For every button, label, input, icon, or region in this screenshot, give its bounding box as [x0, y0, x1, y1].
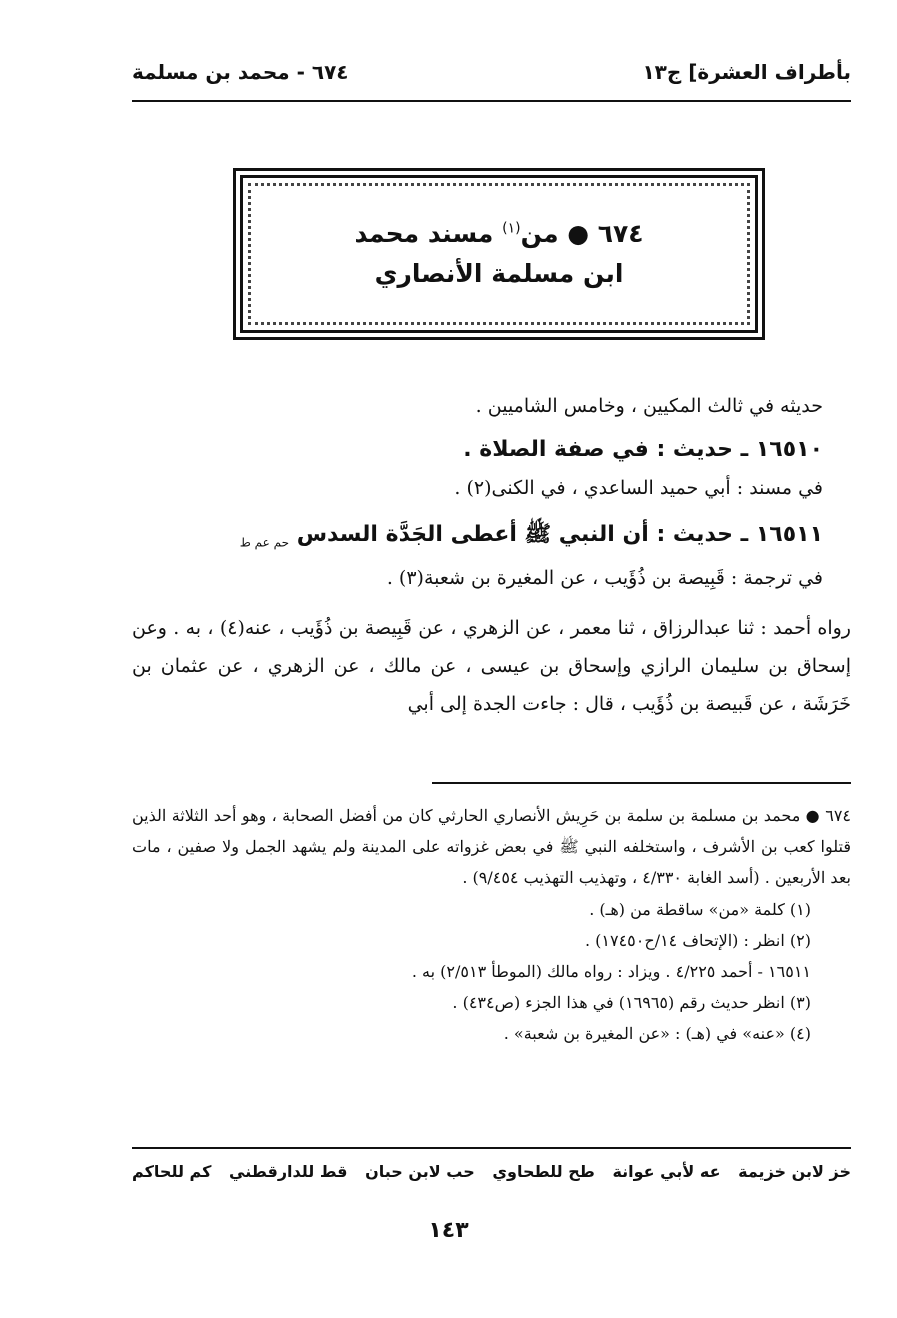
hadith-16511-text: رواه أحمد : ثنا عبدالرزاق ، ثنا معمر ، عن الزهري ، عن قَبِيصة بن ذُؤَيب ، عنه(٤) ، به . وعن إسحاق بن سليمان الرازي وإسحاق بن عيسى ، عن مالك ، عن الزهري ، عن عثمان بن خَرَشَة ، عن قَبيصة بن ذُؤَيب ، قال : جاءت الجدة إلى أبي: [132, 616, 851, 715]
footnote-biography: ٦٧٤ ● محمد بن مسلمة بن سلمة بن حَرِيش الأنصاري الحارثي كان من أفضل الصحابة ، وهو أحد الثلاثة الذين قتلوا كعب بن الأشرف ، واستخلفه النبي ﷺ في بعض غزواته على المدينة ولم يشهد الجمل ولا صفين ، مات بعد الأربعين . (أسد الغابة ٤/٣٣٠ ، وتهذيب التهذيب ٩/٤٥٤) .: [132, 806, 851, 888]
footnote-3: (٣) انظر حديث رقم (١٦٩٦٥) في هذا الجزء (ص٤٣٤) .: [452, 993, 811, 1013]
source-symbols: حم عم ط: [239, 534, 290, 549]
title-line-1: [354, 214, 643, 254]
hadith-16510-location: في مسند : أبي حميد الساعدي ، في الكنى(٢) .: [454, 477, 823, 500]
page-number: ١٤٣: [428, 1218, 469, 1243]
title-line-2: ابن مسلمة الأنصاري: [374, 259, 624, 288]
hadith-16511-title: ١٦٥١١ ـ حديث : أن النبي ﷺ أعطى الجَدَّة السدس: [296, 521, 823, 547]
running-header: [132, 52, 851, 92]
sigla-divider: [132, 1147, 851, 1149]
title-line-1-start: ٦٧٤ ● من: [520, 219, 644, 248]
header-divider: [132, 100, 851, 102]
sigla-item: عه لأبي عوانة: [612, 1162, 721, 1181]
footnote-divider: [432, 782, 851, 784]
title-footnote-mark: (١): [502, 220, 521, 237]
header-section-title: ٦٧٤ - محمد بن مسلمة: [132, 60, 349, 84]
footnote-4: (٤) «عنه» في (هـ) : «عن المغيرة بن شعبة» .: [503, 1024, 811, 1044]
header-book-title: بأطراف العشرة] ج١٣: [642, 60, 851, 84]
sigla-legend: [132, 1162, 851, 1181]
sigla-item: كم للحاكم: [132, 1162, 212, 1181]
footnote-hadith-16511: ١٦٥١١ - أحمد ٤/٢٢٥ . ويزاد : رواه مالك (الموطأ ٢/٥١٣) به .: [411, 961, 811, 981]
sigla-item: حب لابن حبان: [365, 1162, 475, 1181]
hadith-16511-location: في ترجمة : قَبِيصة بن ذُؤَيب ، عن المغيرة بن شعبة(٣) .: [386, 566, 823, 589]
hadith-16511-heading: [132, 520, 851, 552]
hadith-16510-heading: ١٦٥١٠ ـ حديث : في صفة الصلاة .: [463, 437, 823, 463]
intro-paragraph: حديثه في ثالث المكيين ، وخامس الشاميين .: [475, 395, 823, 417]
sigla-item: قط للدارقطني: [229, 1162, 348, 1181]
sigla-item: طح للطحاوي: [492, 1162, 595, 1181]
title-line-1-end: مسند محمد: [354, 219, 503, 248]
footnote-1: (١) كلمة «من» ساقطة من (هـ) .: [589, 899, 811, 919]
footnotes: [132, 800, 851, 1050]
footnote-2: (٢) انظر : (الإتحاف ١٤/ح١٧٤٥٠) .: [584, 930, 811, 950]
sigla-item: خز لابن خزيمة: [738, 1162, 851, 1181]
ornamental-title-box: [233, 168, 765, 340]
main-text: [132, 390, 851, 723]
